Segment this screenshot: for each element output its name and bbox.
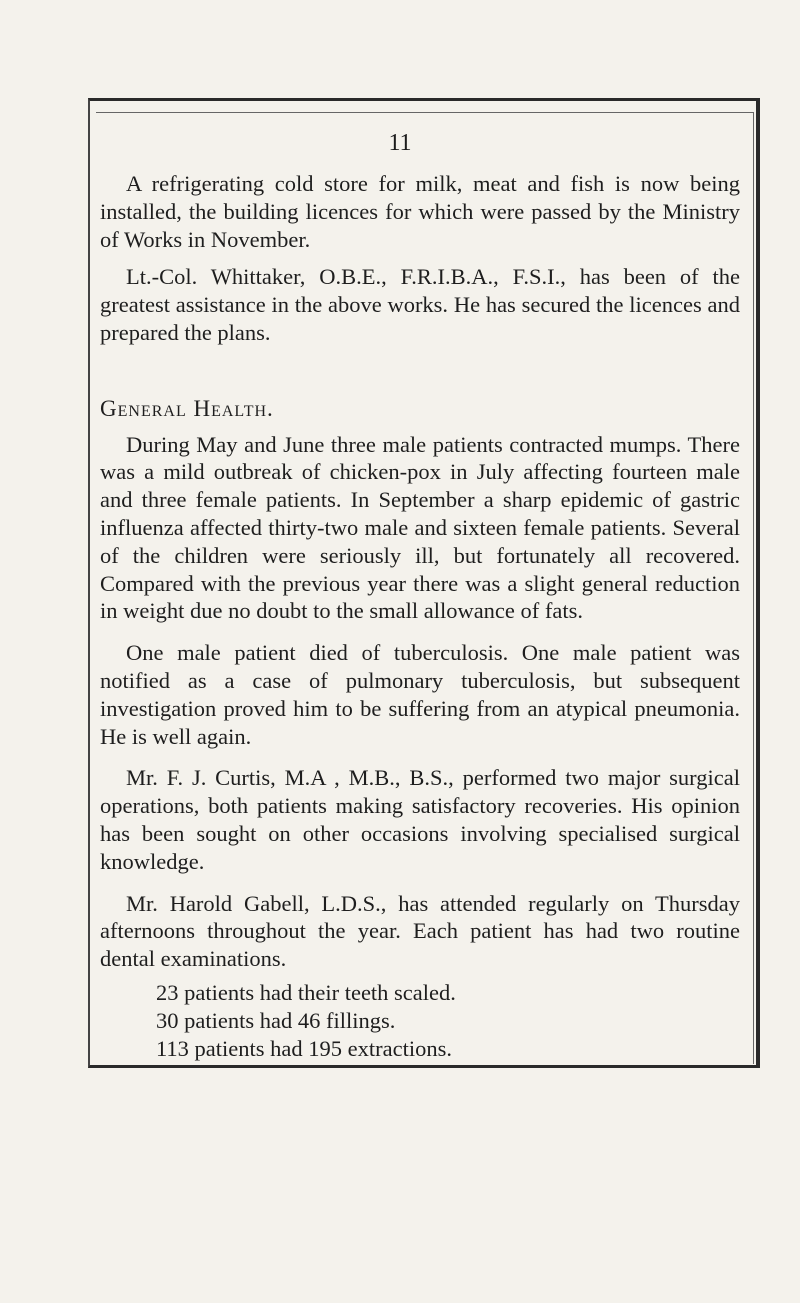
paragraph-cold-store: A refrigerating cold store for milk, meat and fish is now being installed, the building licences for which were passed by the Ministry of Works in November. [100, 171, 740, 252]
paragraph-whittaker: Lt.-Col. Whittaker, O.B.E., F.R.I.B.A., F.S.I., has been of the greatest assistance in the above works. He has secured the licences and prepared the plans. [100, 264, 740, 345]
stat-line: 113 patients had 195 extractions. [156, 1035, 452, 1061]
page-content [100, 170, 740, 1062]
stat-line: 30 patients had 46 fillings. [156, 1007, 396, 1033]
paragraph-tuberculosis: One male patient died of tuberculosis. One male patient was notified as a case of pulmonary tuberculosis, but subsequent investigation proved him to be suffering from an atypical pneumonia. He is well again. [100, 640, 740, 749]
paragraph-surgical: Mr. F. J. Curtis, M.A , M.B., B.S., performed two major surgical operations, both patients making satisfactory recoveries. His opinion has been sought on other occasions involving specialised surgical knowledge. [100, 765, 740, 874]
paragraph-dental: Mr. Harold Gabell, L.D.S., has attended regularly on Thursday afternoons throughout the year. Each patient has had two routine dental examinations. [100, 890, 740, 972]
page-number: 11 [388, 130, 412, 156]
section-heading: General Health. [100, 395, 274, 421]
stat-line: 23 patients had their teeth scaled. [156, 979, 456, 1005]
paragraph-general-health: During May and June three male patients contracted mumps. There was a mild outbreak of chicken-pox in July affecting fourteen male and three female patients. In September a sharp epidemic of gastric influenza affected thirty-two male and sixteen female patients. Several of the children were seriously ill, but fortunately all recovered. Compared with the previous year there was a slight general reduction in weight due no doubt to the small allowance of fats. [100, 431, 740, 624]
dental-stats-list [100, 979, 740, 1062]
